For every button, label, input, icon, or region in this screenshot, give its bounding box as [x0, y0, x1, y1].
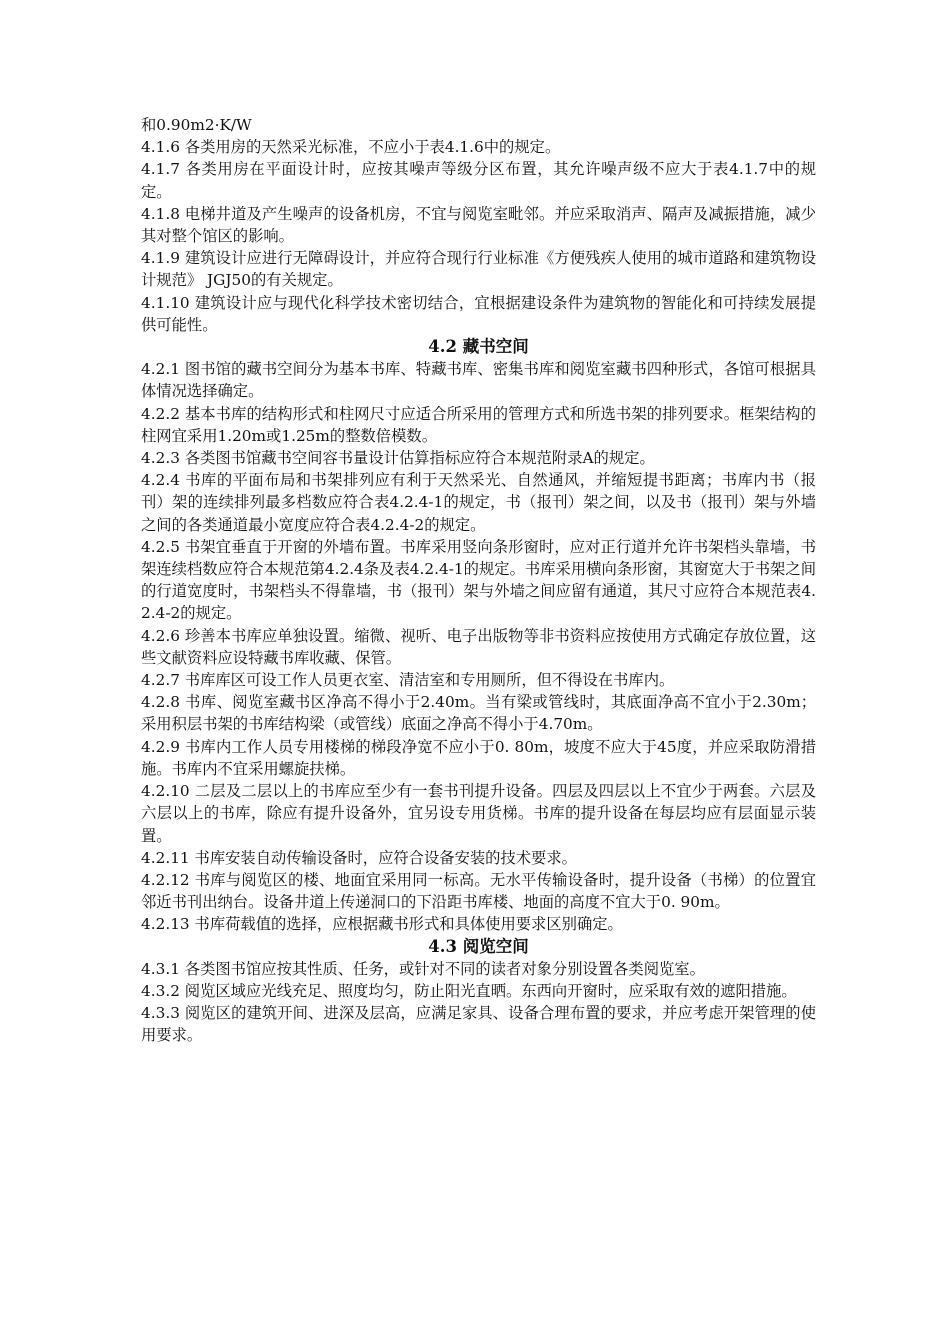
clause-4-3-2: 4.3.2 阅览区域应光线充足、照度均匀，防止阳光直晒。东西向开窗时，应采取有效的遮阳措施。	[141, 981, 797, 1000]
clause-4-1-10: 4.1.10 建筑设计应与现代化科学技术密切结合，宜根据建设条件为建筑物的智能化和可持续发展提供可能性。	[141, 293, 816, 334]
clause-4-2-13: 4.2.13 书库荷载值的选择，应根据藏书形式和具体使用要求区别确定。	[141, 915, 623, 934]
clause-4-2-11: 4.2.11 书库安装自动传输设备时，应符合设备安装的技术要求。	[141, 848, 577, 867]
clause-4-1-9: 4.1.9 建筑设计应进行无障碍设计，并应符合现行行业标准《方便残疾人使用的城市道路和建筑物设计规范》 JGJ50的有关规定。	[141, 249, 816, 290]
clause-4-2-3: 4.2.3 各类图书馆藏书空间容书量设计估算指标应符合本规范附录A的规定。	[141, 449, 655, 468]
clause-4-2-7: 4.2.7 书库库区可设工作人员更衣室、清洁室和专用厕所，但不得设在书库内。	[141, 671, 675, 690]
clause-4-2-4: 4.2.4 书库的平面布局和书架排列应有利于天然采光、自然通风，并缩短提书距离；书库内书（报刊）架的连续排列最多档数应符合表4.2.4-1的规定，书（报刊）架之间，以及书（报刊）架与外墙之间的各类通道最小宽度应符合表4.2.4-2的规定。	[141, 471, 816, 534]
clause-4-2-6: 4.2.6 珍善本书库应单独设置。缩微、视听、电子出版物等非书资料应按使用方式确定存放位置，这些文献资料应设特藏书库收藏、保管。	[141, 626, 816, 667]
clause-4-1-7: 4.1.7 各类用房在平面设计时，应按其噪声等级分区布置，其允许噪声级不应大于表4.1.7中的规定。	[141, 160, 816, 201]
paragraph-cont: 和0.90m2·K/W	[141, 116, 252, 134]
clause-4-2-12: 4.2.12 书库与阅览区的楼、地面宜采用同一标高。无水平传输设备时，提升设备（书梯）的位置宜邻近书刊出纳台。设备井道上传递洞口的下沿距书库楼、地面的高度不宜大于0. 90m。	[141, 870, 816, 912]
clause-4-2-5: 4.2.5 书架宜垂直于开窗的外墙布置。书库采用竖向条形窗时，应对正行道并允许书架档头靠墙，书架连续档数应符合本规范第4.2.4条及表4.2.4-1的规定。书库采用横向条形窗，其窗宽大于书架之间的行道宽度时，书架档头不得靠墙，书（报刊）架与外墙之间应留有通道，其尺寸应符合本规范表4.2.4-2的规定。	[141, 537, 816, 623]
clause-4-2-9: 4.2.9 书库内工作人员专用楼梯的梯段净宽不应小于0. 80m，坡度不应大于45度，并应采取防滑措施。书库内不宜采用螺旋扶梯。	[141, 737, 816, 778]
clause-4-2-8: 4.2.8 书库、阅览室藏书区净高不得小于2.40m。当有梁或管线时，其底面净高不宜小于2.30m；采用积层书架的书库结构梁（或管线）底面之净高不得小于4.70m。	[141, 693, 816, 734]
section-heading-4-2: 4.2 藏书空间	[428, 337, 529, 357]
clause-4-3-3: 4.3.3 阅览区的建筑开间、进深及层高，应满足家具、设备合理布置的要求，并应考虑开架管理的使用要求。	[141, 1004, 816, 1045]
clause-4-1-6: 4.1.6 各类用房的天然采光标准，不应小于表4.1.6中的规定。	[141, 138, 561, 157]
clause-4-1-8: 4.1.8 电梯井道及产生噪声的设备机房，不宜与阅览室毗邻。并应采取消声、隔声及减振措施，减少其对整个馆区的影响。	[141, 204, 816, 246]
clause-4-2-2: 4.2.2 基本书库的结构形式和柱网尺寸应适合所采用的管理方式和所选书架的排列要求。框架结构的柱网宜采用1.20m或1.25m的整数倍模数。	[141, 404, 816, 445]
clause-4-2-10: 4.2.10 二层及二层以上的书库应至少有一套书刊提升设备。四层及四层以上不宜少于两套。六层及六层以上的书库，除应有提升设备外，宜另设专用货梯。书库的提升设备在每层均应有层面显示装置。	[141, 782, 816, 845]
clause-4-3-1: 4.3.1 各类图书馆应按其性质、任务，或针对不同的读者对象分别设置各类阅览室。	[141, 959, 705, 978]
clause-4-2-1: 4.2.1 图书馆的藏书空间分为基本书库、特藏书库、密集书库和阅览室藏书四种形式，各馆可根据具体情况选择确定。	[141, 360, 816, 401]
section-heading-4-3: 4.3 阅览空间	[428, 936, 529, 956]
document-page	[141, 114, 816, 1047]
